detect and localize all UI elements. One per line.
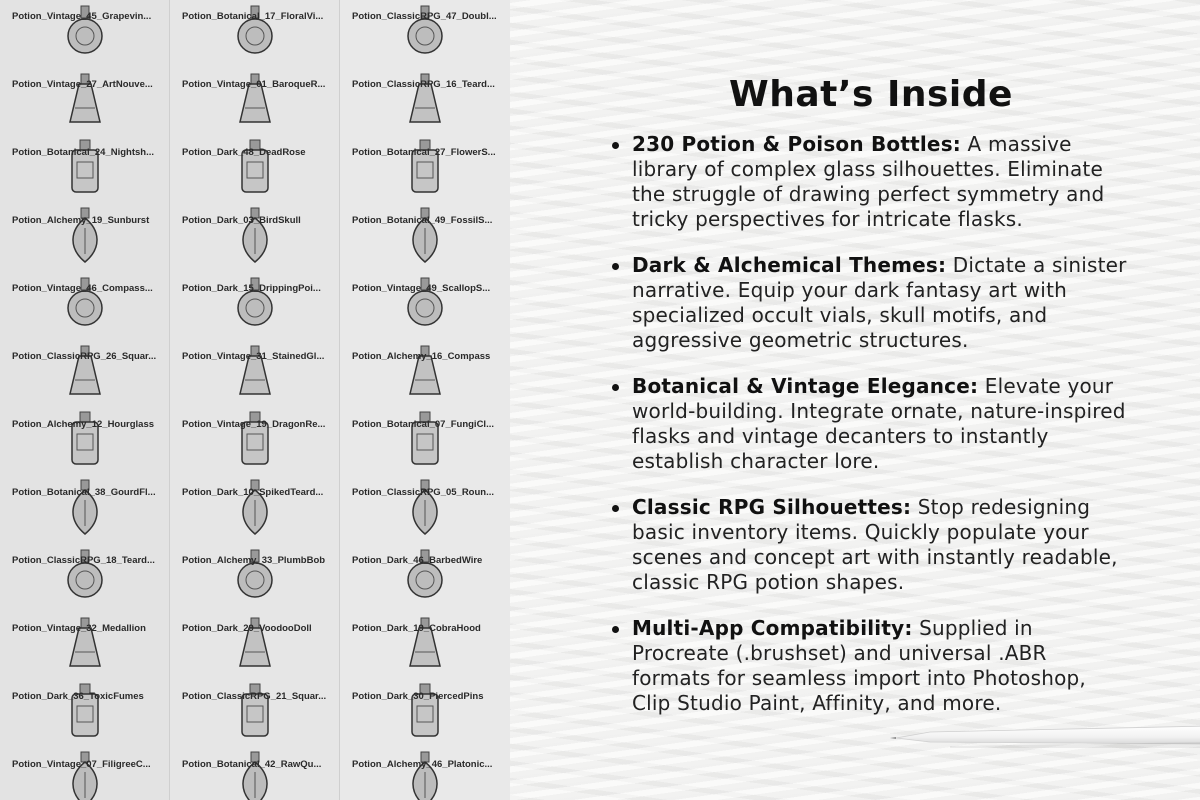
brush-name-label: Potion_Vintage_31_StainedGl... xyxy=(182,351,325,362)
potion-bottle-icon xyxy=(60,272,110,334)
potion-bottle-icon xyxy=(230,680,280,742)
bullet-dot-icon xyxy=(612,626,619,633)
brush-name-label: Potion_Botanical_27_FlowerS... xyxy=(352,147,496,158)
potion-bottle-icon xyxy=(230,612,280,674)
brush-name-label: Potion_ClassicRPG_47_Doubl... xyxy=(352,11,497,22)
potion-bottle-icon xyxy=(400,680,450,742)
potion-bottle-icon xyxy=(60,680,110,742)
brush-item[interactable] xyxy=(0,408,170,476)
brush-name-label: Potion_Vintage_32_Medallion xyxy=(12,623,146,634)
brush-name-label: Potion_Dark_19_CobraHood xyxy=(352,623,481,634)
feature-body: Dictate a sinister narrative. Equip your dark fantasy art with specialized occult vials, skull motifs, and aggressive geometric structures. xyxy=(632,253,1127,352)
bullet-dot-icon xyxy=(612,263,619,270)
brush-name-label: Potion_Dark_36_ToxicFumes xyxy=(12,691,144,702)
brush-name-label: Potion_Vintage_46_Compass... xyxy=(12,283,153,294)
brush-name-label: Potion_Alchemy_12_Hourglass xyxy=(12,419,155,430)
potion-bottle-icon xyxy=(400,476,450,538)
brush-item[interactable] xyxy=(340,408,510,476)
brush-item[interactable] xyxy=(0,476,170,544)
potion-bottle-icon xyxy=(230,748,280,800)
brush-item[interactable] xyxy=(340,612,510,680)
potion-bottle-icon xyxy=(230,476,280,538)
brush-item[interactable] xyxy=(340,68,510,136)
bullet-dot-icon xyxy=(612,142,619,149)
potion-bottle-icon xyxy=(230,204,280,266)
brush-item[interactable] xyxy=(0,612,170,680)
feature-heading: Dark & Alchemical Themes: xyxy=(632,253,947,277)
potion-bottle-icon xyxy=(400,68,450,130)
potion-bottle-icon xyxy=(60,408,110,470)
brush-name-label: Potion_Dark_30_PiercedPins xyxy=(352,691,484,702)
brush-item[interactable] xyxy=(0,204,170,272)
brush-name-label: Potion_Botanical_38_GourdFl... xyxy=(12,487,156,498)
potion-bottle-icon xyxy=(60,340,110,402)
brush-name-label: Potion_Vintage_49_ScallopS... xyxy=(352,283,491,294)
potion-bottle-icon xyxy=(230,0,280,62)
potion-bottle-icon xyxy=(230,68,280,130)
brush-name-label: Potion_Alchemy_16_Compass xyxy=(352,351,491,362)
brush-item[interactable] xyxy=(340,476,510,544)
brush-item[interactable] xyxy=(340,204,510,272)
brush-name-label: Potion_Botanical_17_FloralVi... xyxy=(182,11,324,22)
feature-item xyxy=(610,374,1130,474)
brush-item[interactable] xyxy=(170,340,340,408)
brush-item[interactable] xyxy=(0,136,170,204)
brush-name-label: Potion_Vintage_07_FiligreeC... xyxy=(12,759,151,770)
brush-name-label: Potion_ClassicRPG_16_Teard... xyxy=(352,79,495,90)
brush-name-label: Potion_Dark_29_VoodooDoll xyxy=(182,623,312,634)
potion-bottle-icon xyxy=(400,612,450,674)
brush-name-label: Potion_ClassicRPG_21_Squar... xyxy=(182,691,327,702)
potion-bottle-icon xyxy=(400,136,450,198)
feature-list xyxy=(610,132,1130,737)
brush-name-label: Potion_Dark_03_BirdSkull xyxy=(182,215,301,226)
feature-item xyxy=(610,495,1130,595)
brush-name-label: Potion_Botanical_42_RawQu... xyxy=(182,759,322,770)
stylus-pencil-icon xyxy=(890,718,1200,748)
brush-name-label: Potion_Botanical_49_FossilS... xyxy=(352,215,493,226)
potion-bottle-icon xyxy=(60,204,110,266)
brush-item[interactable] xyxy=(0,680,170,748)
whats-inside-panel xyxy=(510,0,1200,800)
brush-name-label: Potion_ClassicRPG_26_Squar... xyxy=(12,351,157,362)
brush-name-label: Potion_Botanical_07_FungiCl... xyxy=(352,419,494,430)
feature-heading: Multi-App Compatibility: xyxy=(632,616,913,640)
brush-column-1 xyxy=(0,0,170,800)
potion-bottle-icon xyxy=(230,136,280,198)
potion-bottle-icon xyxy=(400,748,450,800)
brush-column-2 xyxy=(170,0,340,800)
potion-bottle-icon xyxy=(400,204,450,266)
brush-item[interactable] xyxy=(0,0,170,68)
brush-library-panel xyxy=(0,0,510,800)
potion-bottle-icon xyxy=(400,272,450,334)
potion-bottle-icon xyxy=(60,748,110,800)
brush-item[interactable] xyxy=(170,68,340,136)
brush-item[interactable] xyxy=(340,748,510,800)
feature-heading: Classic RPG Silhouettes: xyxy=(632,495,912,519)
whats-inside-title: What’s Inside xyxy=(729,74,1013,115)
potion-bottle-icon xyxy=(60,136,110,198)
potion-bottle-icon xyxy=(60,0,110,62)
brush-name-label: Potion_Dark_10_SpikedTeard... xyxy=(182,487,324,498)
brush-name-label: Potion_Alchemy_19_Sunburst xyxy=(12,215,150,226)
feature-body: Stop redesigning basic inventory items. Quickly populate your scenes and concept art with instantly readable, classic RPG potion shapes. xyxy=(632,495,1118,594)
feature-heading: Botanical & Vintage Elegance: xyxy=(632,374,979,398)
brush-item[interactable] xyxy=(340,136,510,204)
brush-item[interactable] xyxy=(170,612,340,680)
bullet-dot-icon xyxy=(612,505,619,512)
brush-name-label: Potion_Vintage_27_ArtNouve... xyxy=(12,79,153,90)
potion-bottle-icon xyxy=(60,68,110,130)
feature-body: Supplied in Procreate (.brushset) and universal .ABR formats for seamless import into Photoshop, Clip Studio Paint, Affinity, and more. xyxy=(632,616,1086,715)
brush-name-label: Potion_ClassicRPG_18_Teard... xyxy=(12,555,155,566)
brush-name-label: Potion_Dark_15_DrippingPoi... xyxy=(182,283,321,294)
brush-name-label: Potion_Alchemy_33_PlumbBob xyxy=(182,555,326,566)
potion-bottle-icon xyxy=(400,408,450,470)
feature-item xyxy=(610,132,1130,232)
brush-item[interactable] xyxy=(0,272,170,340)
potion-bottle-icon xyxy=(400,0,450,62)
brush-name-label: Potion_Dark_48_DeadRose xyxy=(182,147,306,158)
brush-item[interactable] xyxy=(170,680,340,748)
brush-item[interactable] xyxy=(0,340,170,408)
brush-column-3 xyxy=(340,0,510,800)
brush-item[interactable] xyxy=(170,748,340,800)
potion-bottle-icon xyxy=(60,476,110,538)
brush-item[interactable] xyxy=(170,0,340,68)
bullet-dot-icon xyxy=(612,384,619,391)
feature-item xyxy=(610,616,1130,716)
brush-item[interactable] xyxy=(340,340,510,408)
potion-bottle-icon xyxy=(400,544,450,606)
brush-item[interactable] xyxy=(340,680,510,748)
potion-bottle-icon xyxy=(60,612,110,674)
brush-name-label: Potion_ClassicRPG_05_Roun... xyxy=(352,487,495,498)
brush-name-label: Potion_Alchemy_46_Platonic... xyxy=(352,759,493,770)
brush-item[interactable] xyxy=(0,748,170,800)
brush-item[interactable] xyxy=(170,476,340,544)
potion-bottle-icon xyxy=(60,544,110,606)
feature-body: Elevate your world-building. Integrate ornate, nature-inspired flasks and vintage decanters to instantly establish character lore. xyxy=(632,374,1126,473)
feature-item xyxy=(610,253,1130,353)
potion-bottle-icon xyxy=(230,272,280,334)
potion-bottle-icon xyxy=(230,408,280,470)
brush-item[interactable] xyxy=(340,272,510,340)
brush-item[interactable] xyxy=(170,544,340,612)
feature-body: A massive library of complex glass silhouettes. Eliminate the struggle of drawing perfect symmetry and tricky perspectives for intricate flasks. xyxy=(632,132,1105,231)
brush-name-label: Potion_Vintage_19_DragonRe... xyxy=(182,419,326,430)
potion-bottle-icon xyxy=(230,544,280,606)
brush-name-label: Potion_Vintage_01_BaroqueR... xyxy=(182,79,326,90)
brush-name-label: Potion_Dark_46_BarbedWire xyxy=(352,555,483,566)
brush-item[interactable] xyxy=(340,0,510,68)
brush-item[interactable] xyxy=(0,68,170,136)
potion-bottle-icon xyxy=(230,340,280,402)
brush-item[interactable] xyxy=(170,136,340,204)
potion-bottle-icon xyxy=(400,340,450,402)
feature-heading: 230 Potion & Poison Bottles: xyxy=(632,132,961,156)
brush-name-label: Potion_Vintage_45_Grapevin... xyxy=(12,11,152,22)
brush-name-label: Potion_Botanical_24_Nightsh... xyxy=(12,147,154,158)
brush-item[interactable] xyxy=(340,544,510,612)
brush-item[interactable] xyxy=(170,272,340,340)
brush-item[interactable] xyxy=(0,544,170,612)
brush-item[interactable] xyxy=(170,204,340,272)
brush-item[interactable] xyxy=(170,408,340,476)
